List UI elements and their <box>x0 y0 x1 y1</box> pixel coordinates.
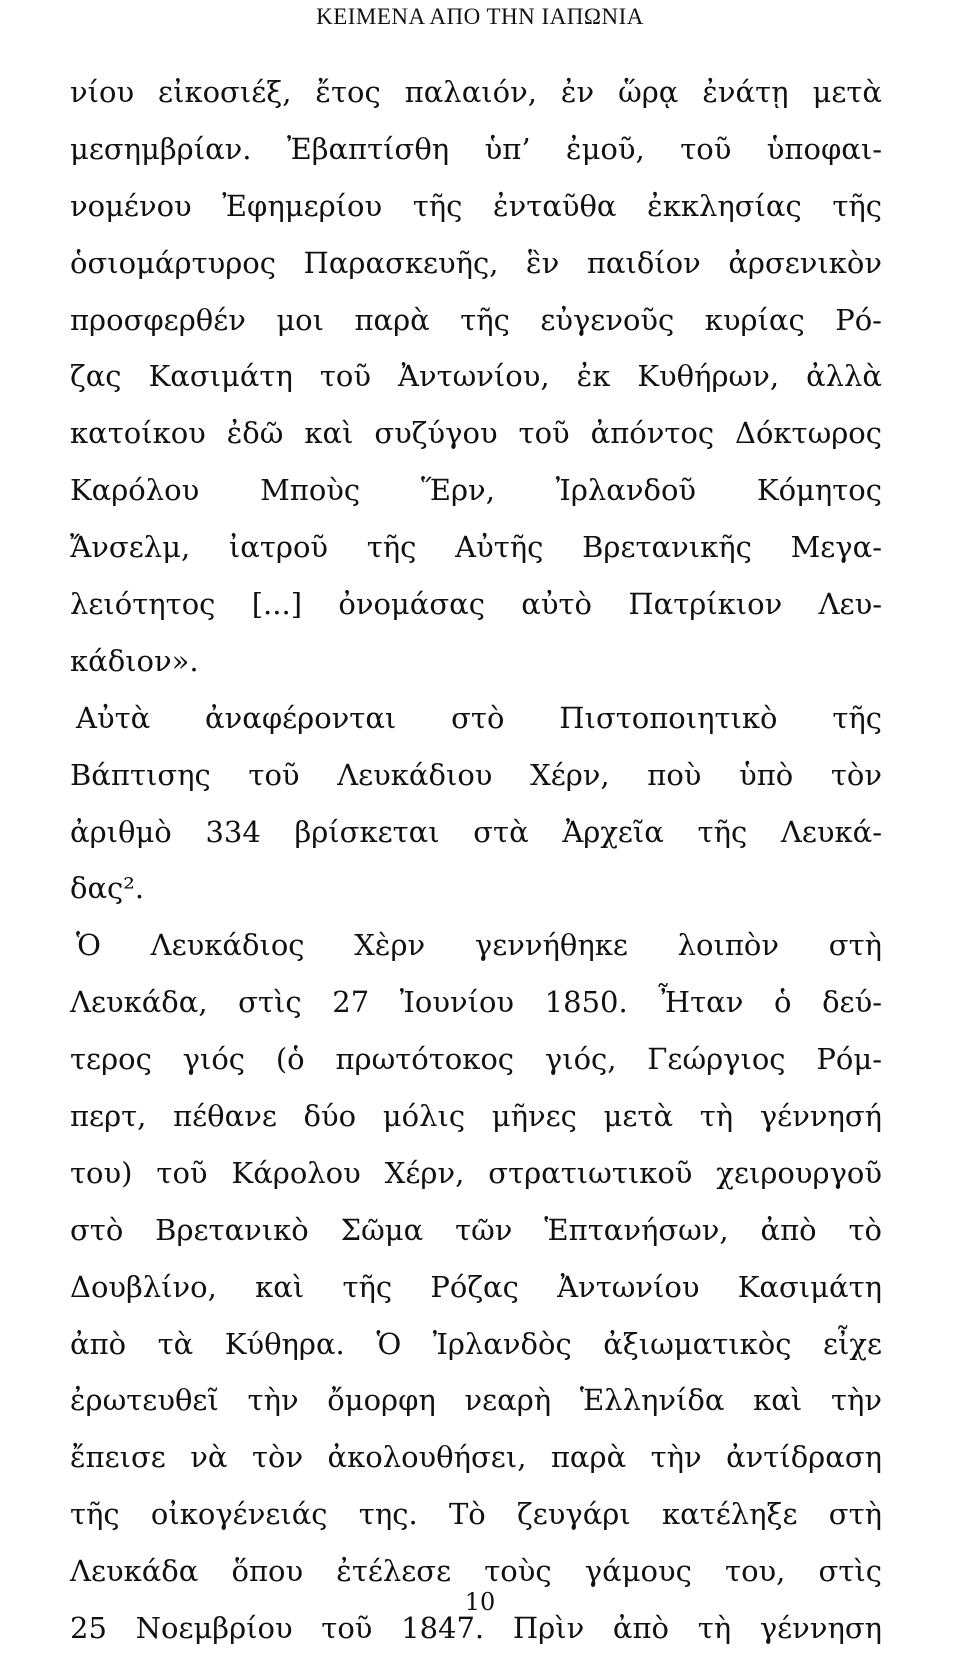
text-line: ἔπεισε νὰ τὸν ἀκολουθήσει, παρὰ τὴν ἀντίδραση <box>70 1440 882 1475</box>
text-line: ὁσιομάρτυρος Παρασκευῆς, ἓν παιδίον ἀρσενικὸν <box>70 245 882 280</box>
page-number: 10 <box>464 1588 496 1616</box>
text-line: νομένου Ἐφημερίου τῆς ἐνταῦθα ἐκκλησίας τῆς <box>70 188 882 223</box>
text-line: Αὐτὰ ἀναφέρονται στὸ Πιστοποιητικὸ τῆς <box>76 700 882 735</box>
text-line: κατοίκου ἐδῶ καὶ συζύγου τοῦ ἀπόντος Δόκτωρος <box>70 416 882 451</box>
text-line: Λευκάδα ὅπου ἐτέλεσε τοὺς γάμους του, στὶς <box>70 1554 882 1589</box>
text-line: νίου εἰκοσιέξ, ἔτος παλαιόν, ἐν ὥρᾳ ἐνάτῃ μετὰ <box>70 75 882 109</box>
text-line: στὸ Βρετανικὸ Σῶμα τῶν Ἑπτανήσων, ἀπὸ τὸ <box>70 1212 882 1247</box>
text-line: ζας Κασιμάτη τοῦ Ἀντωνίου, ἐκ Κυθήρων, ἀλλὰ <box>70 359 882 394</box>
text-line: ἀπὸ τὰ Κύθηρα. Ὁ Ἰρλανδὸς ἀξιωματικὸς εἶχε <box>70 1326 882 1361</box>
text-line: κάδιον». <box>70 643 199 678</box>
text-line: προσφερθέν μοι παρὰ τῆς εὐγενοῦς κυρίας Ρό- <box>70 302 882 337</box>
text-line: Βάπτισης τοῦ Λευκάδιου Χέρν, ποὺ ὑπὸ τὸν <box>70 757 882 792</box>
text-line: του) τοῦ Κάρολου Χέρν, στρατιωτικοῦ χειρουργοῦ <box>70 1155 882 1190</box>
text-line: Δουβλίνο, καὶ τῆς Ρόζας Ἀντωνίου Κασιμάτη <box>70 1269 882 1304</box>
body-text <box>70 64 882 1657</box>
text-line: δας². <box>70 871 145 906</box>
running-head: ΚΕΙΜΕΝΑ ΑΠΟ ΤΗΝ ΙΑΠΩΝΙΑ <box>316 4 644 29</box>
text-line: τῆς οἰκογένειάς της. Τὸ ζευγάρι κατέληξε στὴ <box>70 1497 882 1532</box>
text-line: μεσημβρίαν. Ἐβαπτίσθη ὑπ’ ἐμοῦ, τοῦ ὑποφαι- <box>70 131 882 166</box>
text-line: ἐρωτευθεῖ τὴν ὄμορφη νεαρὴ Ἑλληνίδα καὶ τὴν <box>70 1383 882 1418</box>
text-line: περτ, πέθανε δύο μόλις μῆνες μετὰ τὴ γέννησή <box>70 1099 882 1134</box>
text-line: λειότητος [...] ὀνομάσας αὐτὸ Πατρίκιον Λευ- <box>70 587 882 622</box>
text-line: Ἄνσελμ, ἰατροῦ τῆς Αὐτῆς Βρετανικῆς Μεγα- <box>70 530 882 565</box>
text-line: ἀριθμὸ 334 βρίσκεται στὰ Ἀρχεῖα τῆς Λευκά- <box>70 814 882 849</box>
text-line: τερος γιός (ὁ πρωτότοκος γιός, Γεώργιος Ρόμ- <box>70 1042 882 1077</box>
text-line: Ὁ Λευκάδιος Χὲρν γεννήθηκε λοιπὸν στὴ <box>76 928 882 963</box>
text-line: 25 Νοεμβρίου τοῦ 1847. Πρὶν ἀπὸ τὴ γέννηση <box>70 1611 882 1646</box>
text-line: Λευκάδα, στὶς 27 Ἰουνίου 1850. Ἦταν ὁ δεύ- <box>70 985 882 1020</box>
text-line: Καρόλου Μποὺς Ἕρν, Ἰρλανδοῦ Κόμητος <box>70 473 882 508</box>
